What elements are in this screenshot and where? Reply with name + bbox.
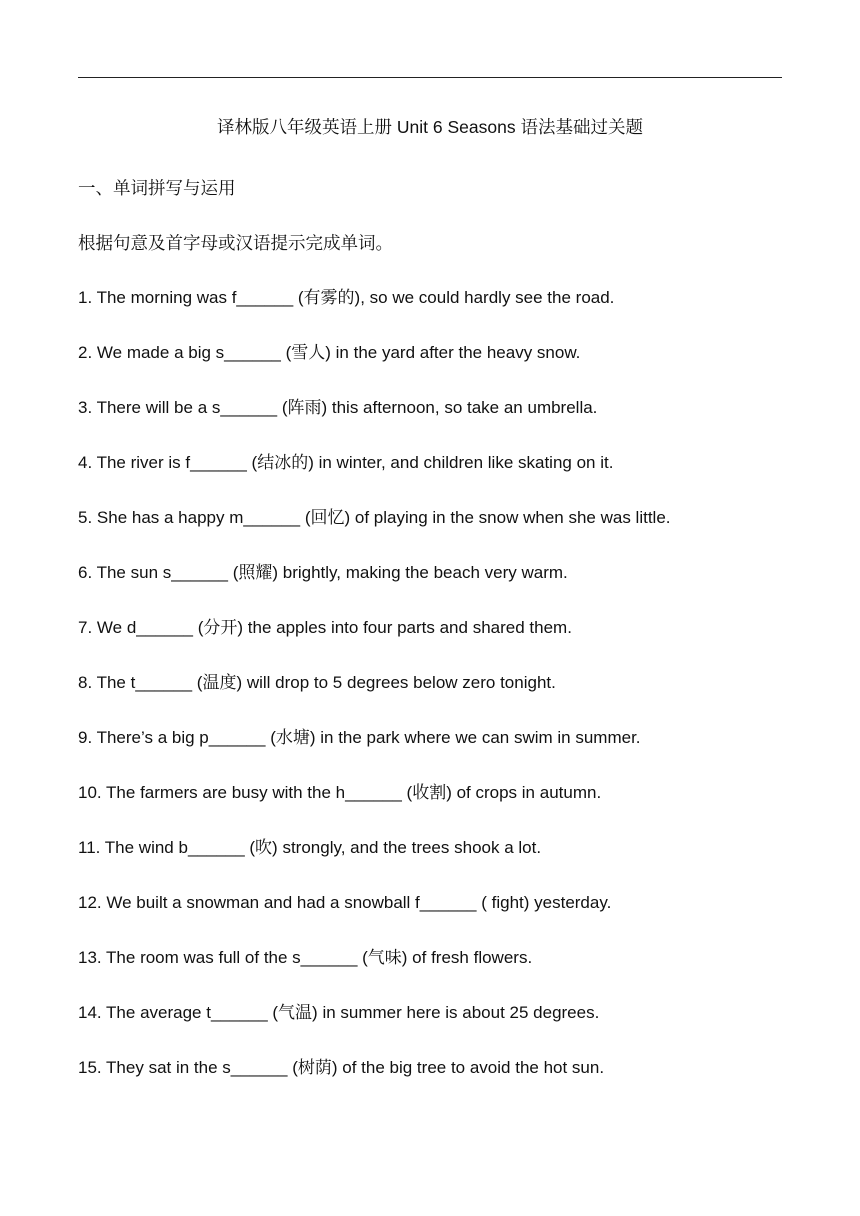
document-title: 译林版八年级英语上册 Unit 6 Seasons 语法基础过关题 (217, 117, 643, 137)
section-heading: 一、单词拼写与运用 (78, 178, 236, 198)
question-item-11: 11. The wind b______ (吹) strongly, and the trees shook a lot. (78, 838, 542, 857)
question-item-4: 4. The river is f______ (结冰的) in winter, and children like skating on it. (78, 453, 614, 472)
question-item-1: 1. The morning was f______ (有雾的), so we could hardly see the road. (78, 288, 615, 307)
question-list (78, 285, 798, 1110)
question-item-12: 12. We built a snowman and had a snowball f______ ( fight) yesterday. (78, 893, 612, 912)
instruction-text: 根据句意及首字母或汉语提示完成单词。 (78, 233, 393, 253)
question-item-10: 10. The farmers are busy with the h______ (收割) of crops in autumn. (78, 783, 602, 802)
question-item-5: 5. She has a happy m______ (回忆) of playing in the snow when she was little. (78, 508, 671, 527)
question-item-15: 15. They sat in the s______ (树荫) of the big tree to avoid the hot sun. (78, 1058, 605, 1077)
question-item-6: 6. The sun s______ (照耀) brightly, making the beach very warm. (78, 563, 568, 582)
question-item-9: 9. There’s a big p______ (水塘) in the park where we can swim in summer. (78, 728, 641, 747)
header-rule (78, 77, 782, 78)
question-item-2: 2. We made a big s______ (雪人) in the yard after the heavy snow. (78, 343, 581, 362)
question-item-14: 14. The average t______ (气温) in summer here is about 25 degrees. (78, 1003, 600, 1022)
question-item-3: 3. There will be a s______ (阵雨) this afternoon, so take an umbrella. (78, 398, 598, 417)
question-item-7: 7. We d______ (分开) the apples into four parts and shared them. (78, 618, 572, 637)
question-item-13: 13. The room was full of the s______ (气味) of fresh flowers. (78, 948, 533, 967)
question-item-8: 8. The t______ (温度) will drop to 5 degrees below zero tonight. (78, 673, 556, 692)
